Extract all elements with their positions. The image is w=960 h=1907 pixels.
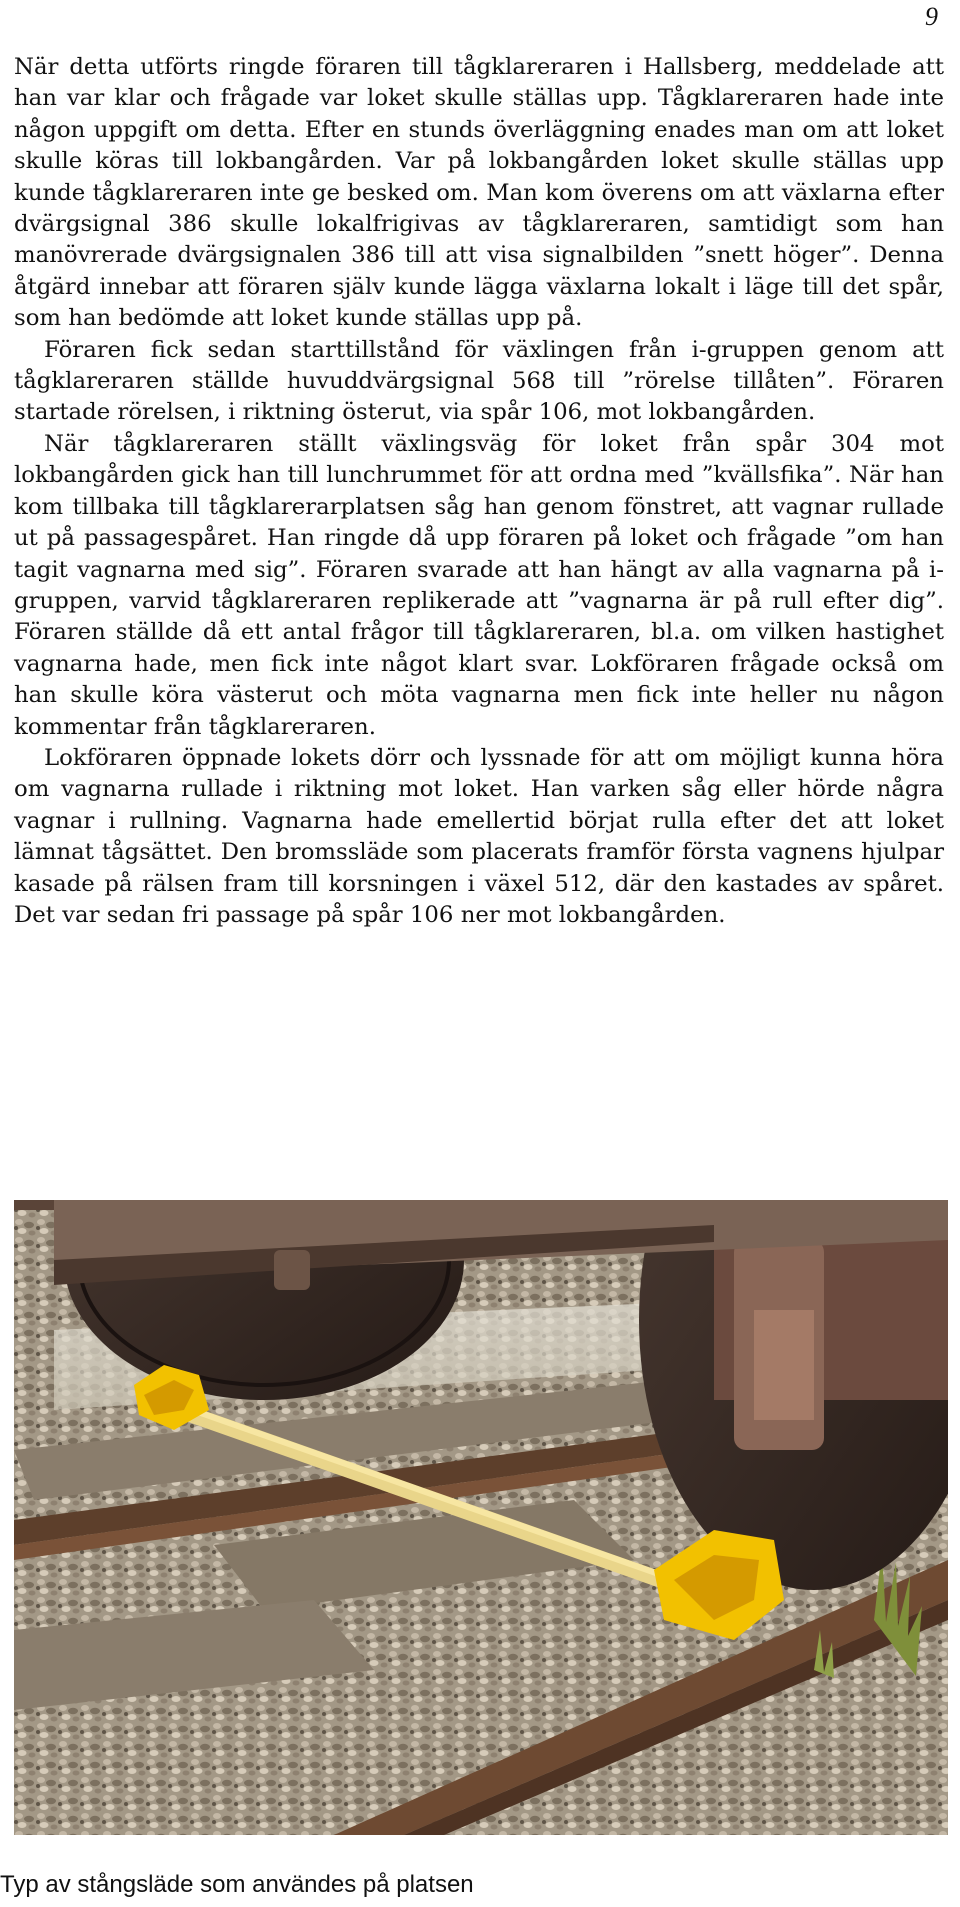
figure-caption: Typ av stångsläde som användes på platsen xyxy=(0,1871,474,1898)
page-number: 9 xyxy=(925,2,938,31)
paragraph: Lokföraren öppnade lokets dörr och lyssnade för att om möjligt kunna höra om vagnarna rullade i riktning mot loket. Han varken såg eller hörde några vagnar i rullning. Vagnarna hade emellertid börjat rulla efter det att loket lämnat tågsättet. Den bromssläde som placerats framför första vagnens hjulpar kasade på rälsen fram till korsningen i växel 512, där den kastades av spåret. Det var sedan fri passage på spår 106 ner mot lokbangården. xyxy=(14,744,944,928)
body-text xyxy=(14,52,944,931)
brake-skid-photo xyxy=(14,1200,948,1835)
paragraph: Föraren fick sedan starttillstånd för växlingen från i-gruppen genom att tågklareraren ställde huvuddvärgsignal 568 till ”rörelse tillåten”. Föraren startade rörelsen, i riktning österut, via spår 106, mot lokbangården. xyxy=(14,336,944,426)
photo-illustration xyxy=(14,1200,948,1835)
paragraph: När tågklareraren ställt växlingsväg för loket från spår 304 mot lokbangården gick han till lunchrummet för att ordna med ”kvällsfika”. När han kom tillbaka till tågklarerarplatsen såg han genom fönstret, att vagnar rullade ut på passagespåret. Han ringde då upp föraren på loket och frågade ”om han tagit vagnarna med sig”. Föraren svarade att han hängt av alla vagnarna på i-gruppen, varvid tågklareraren replikerade att ”vagnarna är på rull efter dig”. Föraren ställde då ett antal frågor till tågklareraren, bl.a. om vilken hastighet vagnarna hade, men fick inte något klart svar. Lokföraren frågade också om han skulle köra västerut och möta vagnarna men fick inte heller nu någon kommentar från tågklareraren. xyxy=(14,430,944,740)
paragraph: När detta utförts ringde föraren till tågklareraren i Hallsberg, meddelade att han var klar och frågade var loket skulle ställas upp. Tågklareraren hade inte någon uppgift om detta. Efter en stunds överläggning enades man om att loket skulle köras till lokbangården. Var på lokbangården loket skulle ställas upp kunde tågklareraren inte ge besked om. Man kom överens om att växlarna efter dvärgsignal 386 skulle lokalfrigivas av tågklareraren, samtidigt som han manövrerade dvärgsignalen 386 till att visa signalbilden ”snett höger”. Denna åtgärd innebar att föraren själv kunde lägga växlarna lokalt i läge till det spår, som han bedömde att loket kunde ställas upp på. xyxy=(14,54,944,332)
